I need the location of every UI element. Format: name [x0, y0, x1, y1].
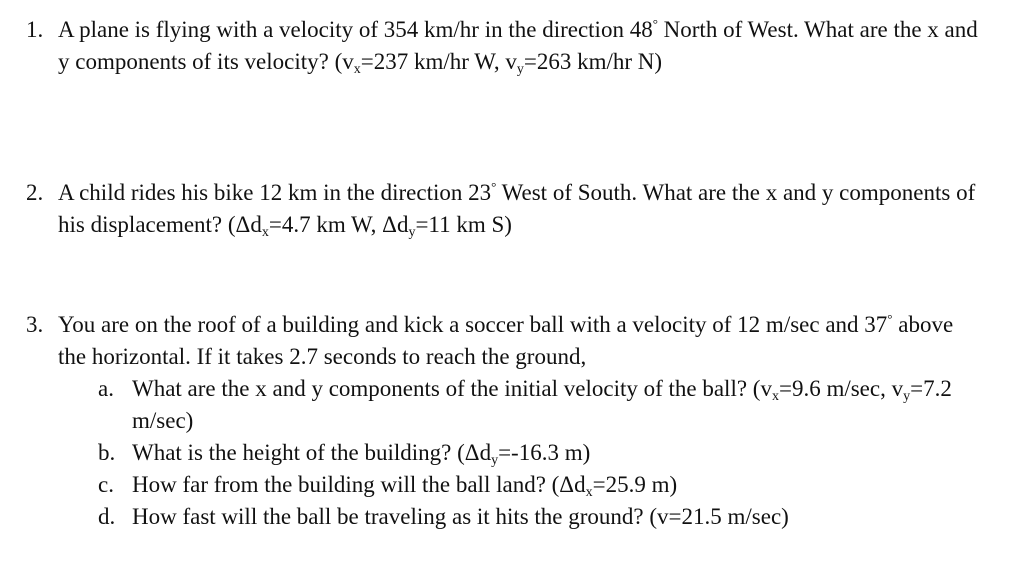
- problem-3: [26, 309, 986, 533]
- text-segment: above the horizontal. If it takes 2.7 seconds to reach the ground,: [58, 312, 954, 369]
- sub-question-c: [98, 469, 986, 501]
- problem-text: [58, 309, 986, 373]
- text-segment: What are the x and y components of the initial velocity of the ball? (v: [132, 376, 772, 401]
- text-segment: A plane is flying with a velocity of 354 km/hr in the direction 48: [58, 17, 653, 42]
- problem-number: 3.: [26, 312, 44, 337]
- sub-question-text: [132, 437, 986, 469]
- sub-question-b: [98, 437, 986, 469]
- text-segment: A child rides his bike 12 km in the direction 23: [58, 180, 492, 205]
- sub-question-a: [98, 373, 986, 437]
- sub-question-list: [98, 373, 986, 533]
- sub-question-text: [132, 501, 986, 533]
- sub-question-text: [132, 469, 986, 501]
- problem-number: 2.: [26, 180, 44, 205]
- text-segment: =7.2 m/sec): [132, 376, 952, 433]
- text-segment: How fast will the ball be traveling as it hits the ground? (v=21.5 m/sec): [132, 504, 789, 529]
- degree-symbol: °: [887, 311, 893, 326]
- sub-question-letter: d.: [98, 504, 116, 529]
- subscript: y: [516, 62, 524, 77]
- sub-question-letter: b.: [98, 440, 116, 465]
- problem-1: [26, 14, 986, 78]
- problem-2: [26, 177, 986, 241]
- text-segment: =9.6 m/sec, v: [778, 376, 904, 401]
- sub-question-letter: c.: [98, 472, 114, 497]
- text-segment: =237 km/hr W, v: [360, 49, 517, 74]
- text-segment: North of West. What are the x and y components of its velocity? (v: [58, 17, 978, 74]
- problem-number: 1.: [26, 17, 44, 42]
- text-segment: =11 km S): [415, 212, 512, 237]
- subscript: x: [771, 389, 779, 404]
- sub-question-text: [132, 373, 986, 437]
- problem-text: [58, 177, 986, 241]
- subscript: y: [491, 453, 499, 468]
- text-segment: =263 km/hr N): [523, 49, 663, 74]
- text-segment: =25.9 m): [592, 472, 678, 497]
- text-segment: West of South. What are the x and y components of his displacement? (Δd: [58, 180, 976, 237]
- problem-text: [58, 14, 986, 78]
- sub-question-letter: a.: [98, 376, 114, 401]
- degree-symbol: °: [652, 16, 658, 31]
- subscript: x: [585, 485, 593, 500]
- text-segment: What is the height of the building? (Δd: [132, 440, 492, 465]
- sub-question-d: [98, 501, 986, 533]
- subscript: y: [903, 389, 911, 404]
- text-segment: How far from the building will the ball land? (Δd: [132, 472, 586, 497]
- text-segment: =4.7 km W, Δd: [268, 212, 409, 237]
- text-segment: =-16.3 m): [498, 440, 591, 465]
- degree-symbol: °: [491, 179, 497, 194]
- subscript: x: [261, 225, 269, 240]
- subscript: y: [408, 225, 416, 240]
- subscript: x: [353, 62, 361, 77]
- text-segment: You are on the roof of a building and kick a soccer ball with a velocity of 12 m/sec and 37: [58, 312, 888, 337]
